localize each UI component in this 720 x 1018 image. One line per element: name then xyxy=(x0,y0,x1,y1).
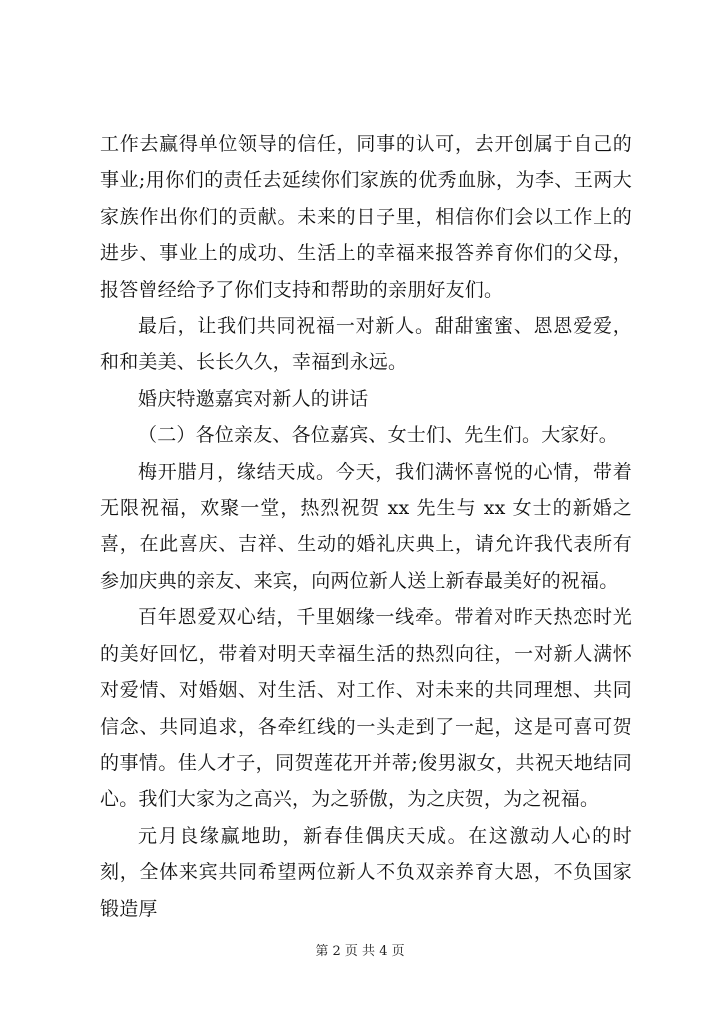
page-number-footer: 第 2 页 共 4 页 xyxy=(315,944,405,959)
document-body xyxy=(100,126,632,927)
paragraph-closing: 元月良缘赢地助，新春佳偶庆天成。在这激动人心的时刻，全体来宾共同希望两位新人不负双亲养育大恩，不负国家锻造厚 xyxy=(100,824,632,920)
paragraph-continuation: 工作去赢得单位领导的信任，同事的认可，去开创属于自己的事业;用你们的责任去延续你们家族的优秀血脉，为李、王两大家族作出你们的贡献。未来的日子里，相信你们会以工作上的进步、事业上的成功、生活上的幸福来报答养育你们的父母，报答曾经给予了你们支持和帮助的亲朋好友们。 xyxy=(100,133,632,301)
section-heading: 婚庆特邀嘉宾对新人的讲话 xyxy=(138,387,369,410)
paragraph-greeting: （二）各位亲友、各位嘉宾、女士们、先生们。大家好。 xyxy=(138,424,619,447)
paragraph-opening: 梅开腊月，缘结天成。今天，我们满怀喜悦的心情，带着无限祝福，欢聚一堂，热烈祝贺 xx 先生与 xx 女士的新婚之喜，在此喜庆、吉祥、生动的婚礼庆典上，请允许我代表所有参加庆典的亲友、来宾，向两位新人送上新春最美好的祝福。 xyxy=(100,460,632,592)
paragraph-blessing: 最后，让我们共同祝福一对新人。甜甜蜜蜜、恩恩爱爱，和和美美、长长久久，幸福到永远。 xyxy=(100,315,632,374)
paragraph-love: 百年恩爱双心结，千里姻缘一线牵。带着对昨天热恋时光的美好回忆，带着对明天幸福生活的热烈向往，一对新人满怀对爱情、对婚姻、对生活、对工作、对未来的共同理想、共同信念、共同追求，各牵红线的一头走到了一起，这是可喜可贺的事情。佳人才子，同贺莲花开并蒂;俊男淑女，共祝天地结同心。我们大家为之高兴，为之骄傲，为之庆贺，为之祝福。 xyxy=(100,606,632,811)
